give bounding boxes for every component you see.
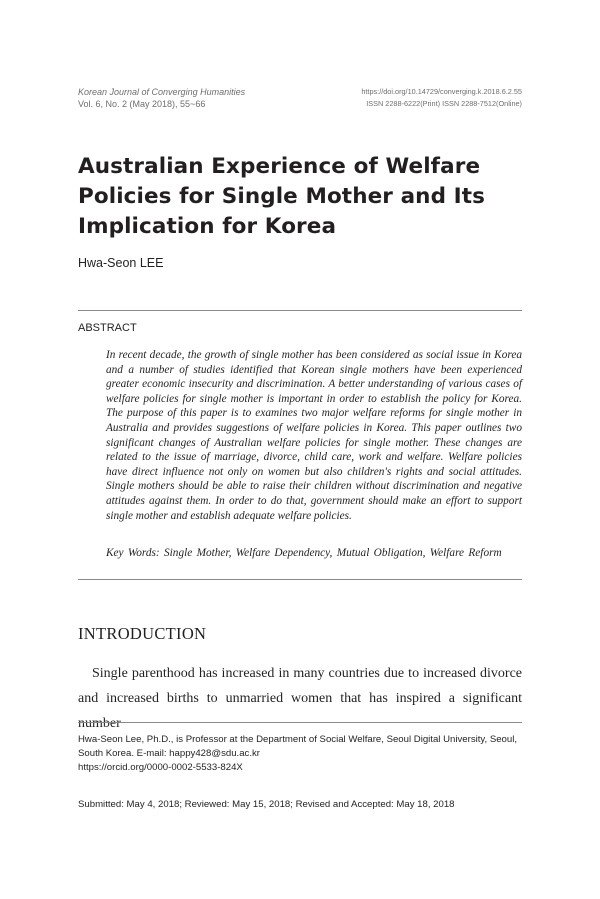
introduction-paragraph: Single parenthood has increased in many countries due to increased divorce and increased births to unmarried women that has inspired a significant number (78, 666, 522, 731)
publication-identifiers (361, 86, 522, 110)
keywords: Key Words: Single Mother, Welfare Dependency, Mutual Obligation, Welfare Reform (106, 547, 502, 559)
orcid-link[interactable]: https://orcid.org/0000-0002-5533-824X (78, 762, 243, 773)
issn-info: ISSN 2288-6222(Print) ISSN 2288-7512(Online) (366, 99, 522, 108)
author-affiliation: Hwa-Seon Lee, Ph.D., is Professor at the Department of Social Welfare, Seoul Digital University, Seoul, South Korea. E-mail: happy428@sdu.ac.kr (78, 734, 518, 759)
abstract-text: In recent decade, the growth of single mother has been considered as social issue in Korea and a number of studies identified that Korean single mothers have been experienced greater economic insecurity and discrimination. A better understanding of various cases of welfare policies for single mother is important in order to establish the policy for Korea. The purpose of this paper is to examines two major welfare reforms for single mother in Australia and provides suggestions of welfare policies in Korea. This paper outlines two significant changes of Australian welfare policies for single mother. These changes are related to the issue of marriage, divorce, child care, work and welfare. Welfare policies have direct influence not only on women but also children's rights and social attitudes. Single mothers should be able to raise their children without discrimination and negative attitudes against them. In order to do that, government should make an effort to support single mother and establish adequate welfare policies. (106, 349, 522, 522)
submission-dates: Submitted: May 4, 2018; Reviewed: May 15, 2018; Revised and Accepted: May 18, 2018 (78, 799, 455, 810)
divider-abstract-end (78, 579, 522, 580)
section-heading-introduction: INTRODUCTION (78, 624, 207, 643)
footnote-divider (78, 722, 522, 723)
author-name: Hwa-Seon LEE (78, 256, 164, 270)
article-title: Australian Experience of Welfare Policies for Single Mother and Its Implication for Korea (78, 154, 486, 239)
journal-header (78, 86, 245, 110)
journal-volume: Vol. 6, No. 2 (May 2018), 55~66 (78, 99, 206, 109)
footnote (78, 733, 522, 775)
journal-name: Korean Journal of Converging Humanities (78, 87, 246, 97)
doi-link[interactable]: https://doi.org/10.14729/converging.k.2018.6.2.55 (361, 87, 522, 96)
divider-top (78, 310, 522, 311)
abstract-heading: ABSTRACT (78, 322, 137, 334)
